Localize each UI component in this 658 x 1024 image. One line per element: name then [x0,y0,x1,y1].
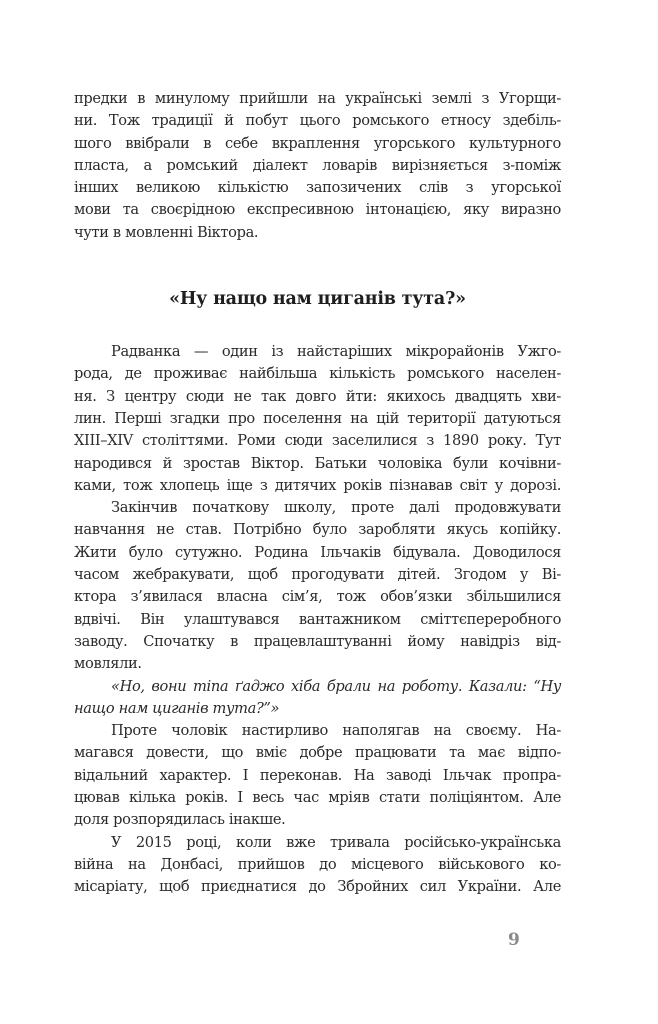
text-line: Радванка — один із найстаріших мікрорайонів Ужго- [111,343,561,361]
section-heading: «Ну нащо нам циганів тута?» [169,289,466,310]
text-line: ктора з’явилася власна сім’я, тож обов’язки збільшилися [74,588,561,606]
text-line: заводу. Спочатку в працевлаштуванні йому навідріз від- [74,632,561,650]
text-line: шого ввібрали в себе вкраплення угорського культурного [74,134,561,152]
intro-paragraph [74,88,561,244]
paragraph-radvanka [74,341,561,497]
text-line: нащо нам циганів тута?”» [74,699,280,717]
text-line: XIII–XIV століттями. Роми сюди заселилися з 1890 року. Тут [74,432,561,450]
text-line: війна на Донбасі, прийшов до місцевого військового ко- [74,855,561,873]
text-line: ня. З центру сюди не так довго йти: якихось двадцять хви- [74,387,561,405]
text-line: пласта, а ромський діалект ловарів вирізняється з-поміж [74,156,561,174]
text-line: часом жебракувати, щоб прогодувати дітей. Згодом у Ві- [74,566,561,584]
text-line: чути в мовленні Віктора. [74,223,259,241]
text-line: навчання не став. Потрібно було заробляти якусь копійку. [74,521,561,539]
text-line: мовляли. [74,655,142,673]
quote-paragraph [74,676,561,721]
page-body [74,88,561,899]
text-line: цював кілька років. І весь час мріяв стати поліціянтом. Але [74,789,561,807]
paragraph-school [74,497,561,675]
text-line: мови та своєрідною експресивною інтонацією, яку виразно [74,201,561,219]
text-line: лин. Перші згадки про поселення на цій території датуються [74,409,561,427]
text-line: «Но, вони тіпа ґаджо хіба брали на роботу. Казали: “Ну [111,677,561,695]
text-line: Закінчив початкову школу, проте далі продовжувати [111,499,561,517]
text-line: У 2015 році, коли вже тривала російсько-українська [111,833,561,851]
text-line: народився й зростав Віктор. Батьки чоловіка були кочівни- [74,454,561,472]
text-line: доля розпорядилась інакше. [74,811,286,829]
text-line: магався довести, що вміє добре працювати та має відпо- [74,744,561,762]
text-line: Жити було сутужно. Родина Ільчаків бідувала. Доводилося [74,543,561,561]
page-number: 9 [508,930,520,950]
text-line: інших великою кількістю запозичених слів з угорської [74,179,561,197]
text-line: ками, тож хлопець іще з дитячих років пізнавав світ у дорозі. [74,476,561,494]
text-line: вдвічі. Він улаштувався вантажником сміттєпереробного [74,610,561,628]
text-line: ни. Тож традиції й побут цього ромського етносу здебіль- [74,112,561,130]
paragraph-2015 [74,832,561,899]
text-line: Проте чоловік настирливо наполягав на своєму. На- [111,722,561,740]
text-line: предки в минулому прийшли на українські землі з Угорщи- [74,90,561,107]
text-line: відальний характер. І переконав. На заводі Ільчак пропра- [74,766,561,784]
text-line: рода, де проживає найбільша кількість ромського населен- [74,365,561,383]
text-line: місаріату, щоб приєднатися до Збройних сил України. Але [74,878,561,896]
paragraph-persistence [74,720,561,831]
